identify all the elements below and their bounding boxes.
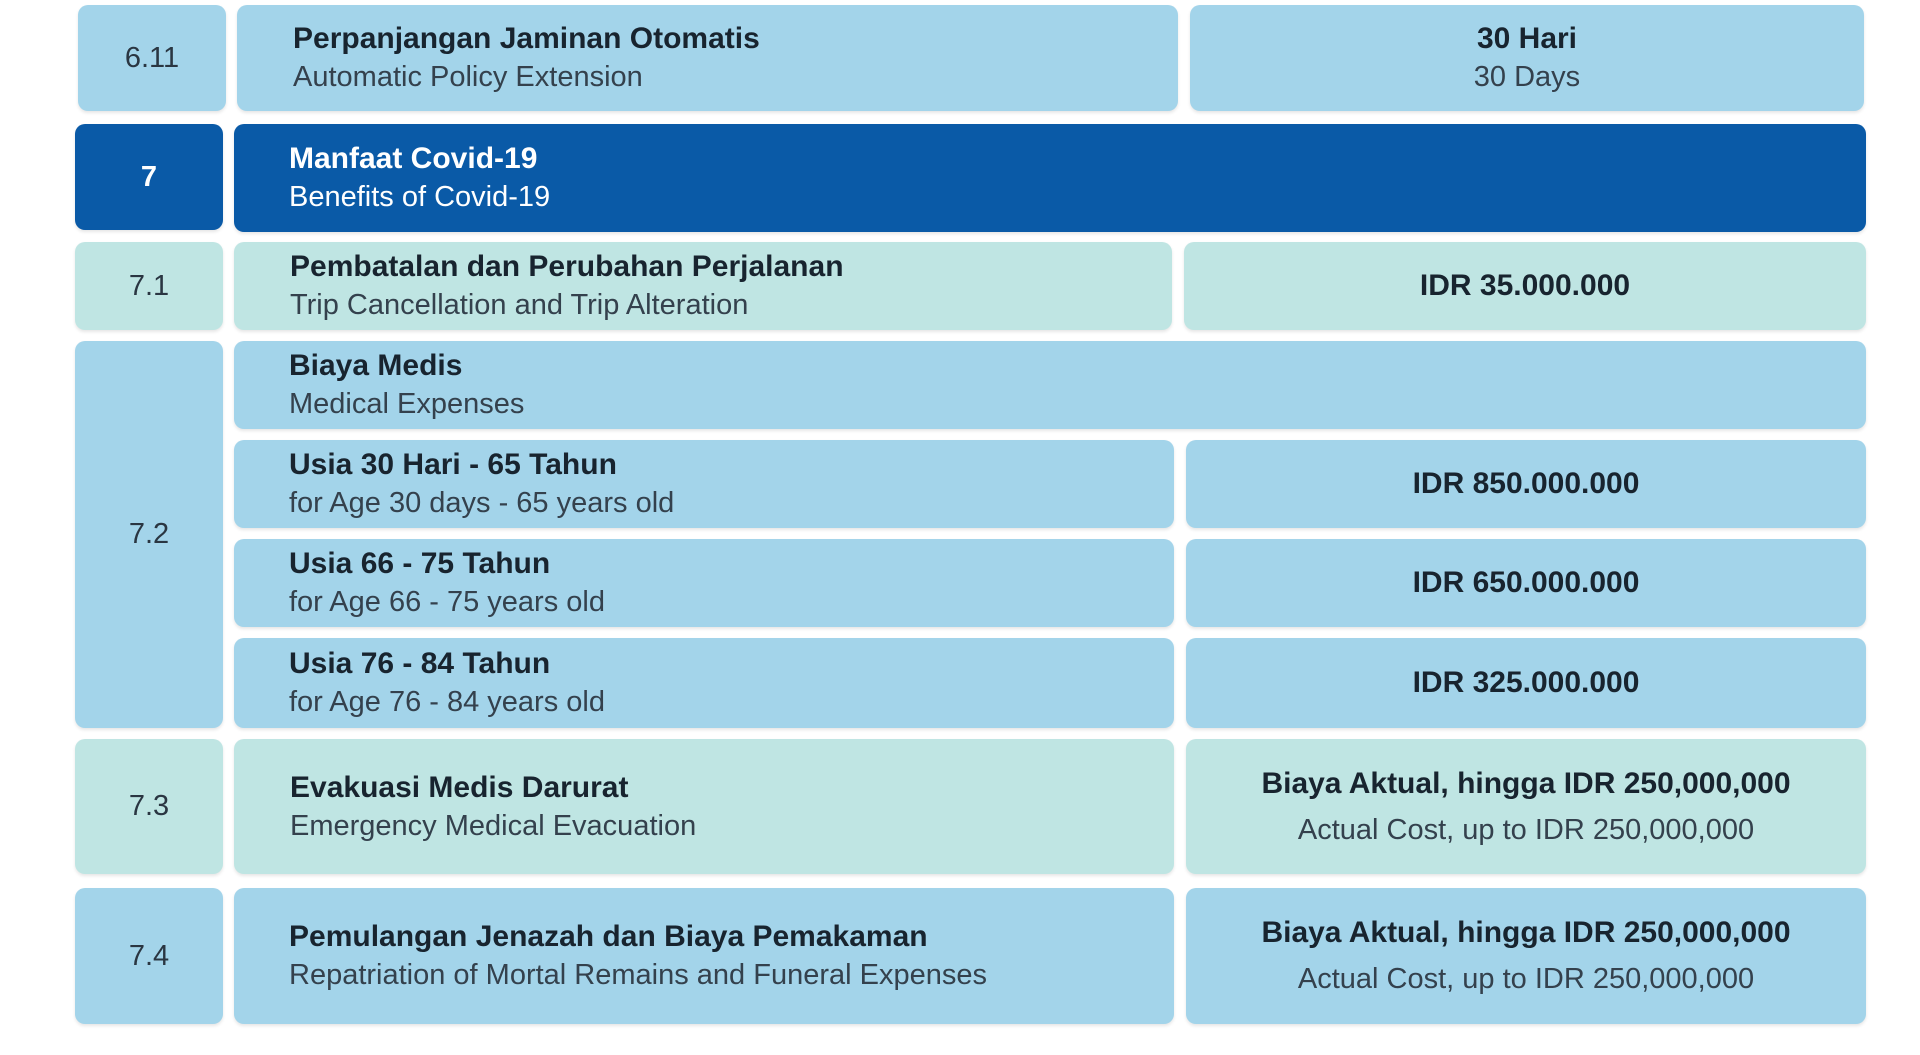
row-7-4-description [234,888,1174,1024]
row-7-2-sub-3-description [234,638,1174,728]
benefit-value-id: 30 Hari [1476,22,1578,55]
benefit-value-en: 30 Days [1473,61,1581,93]
row-number: 6.11 [124,41,180,74]
section-title-id: Manfaat Covid-19 [289,142,538,175]
row-7-1-description [234,242,1172,330]
row-7-1-value [1184,242,1866,330]
row-number: 7.3 [128,790,170,822]
benefit-value: IDR 35.000.000 [1419,269,1631,302]
row-7-1-number [75,242,223,330]
age-band-en: for Age 66 - 75 years old [289,586,605,618]
benefit-value-id: Biaya Aktual, hingga IDR 250,000,000 [1261,766,1791,800]
benefit-name-en: Automatic Policy Extension [293,61,643,93]
row-7-3-description [234,739,1174,874]
age-band-id: Usia 30 Hari - 65 Tahun [289,448,617,481]
row-7-4-number [75,888,223,1024]
row-7-2-sub-3-value [1186,638,1866,728]
benefit-name-en: Medical Expenses [289,388,525,420]
section-7-number [75,124,223,230]
benefit-name-id: Evakuasi Medis Darurat [290,770,629,804]
age-band-id: Usia 76 - 84 Tahun [289,647,551,680]
row-7-2-header [234,341,1866,429]
benefit-name-en: Repatriation of Mortal Remains and Funeral Expenses [289,959,987,991]
age-band-id: Usia 66 - 75 Tahun [289,547,551,580]
benefit-name-id: Perpanjangan Jaminan Otomatis [293,22,760,55]
row-number: 7.2 [128,518,170,550]
benefit-value-id: Biaya Aktual, hingga IDR 250,000,000 [1261,916,1791,949]
benefit-value: IDR 650.000.000 [1412,566,1640,599]
age-band-en: for Age 76 - 84 years old [289,686,605,718]
row-6-11-number [78,5,226,111]
row-number: 7.1 [128,269,170,302]
row-7-4-value [1186,888,1866,1024]
row-7-2-number [75,341,223,728]
row-7-2-sub-2-value [1186,539,1866,627]
row-6-11-description [237,5,1178,111]
benefit-value: IDR 850.000.000 [1412,467,1640,500]
section-number: 7 [140,160,158,193]
age-band-en: for Age 30 days - 65 years old [289,487,675,519]
row-7-2-sub-1-value [1186,440,1866,528]
row-7-3-value [1186,739,1866,874]
benefit-name-id: Pemulangan Jenazah dan Biaya Pemakaman [289,920,928,953]
benefit-name-id: Biaya Medis [289,349,463,382]
row-6-11-value [1190,5,1864,111]
benefit-name-id: Pembatalan dan Perubahan Perjalanan [290,250,844,283]
benefit-name-en: Trip Cancellation and Trip Alteration [290,289,749,321]
section-title-en: Benefits of Covid-19 [289,181,551,213]
row-7-2-sub-2-description [234,539,1174,627]
row-7-2-sub-1-description [234,440,1174,528]
section-7-title [234,124,1866,232]
row-number: 7.4 [128,939,170,972]
benefit-name-en: Emergency Medical Evacuation [290,809,697,842]
benefit-value: IDR 325.000.000 [1412,666,1640,699]
benefit-value-en: Actual Cost, up to IDR 250,000,000 [1297,963,1755,995]
benefit-value-en: Actual Cost, up to IDR 250,000,000 [1297,813,1755,846]
row-7-3-number [75,739,223,874]
